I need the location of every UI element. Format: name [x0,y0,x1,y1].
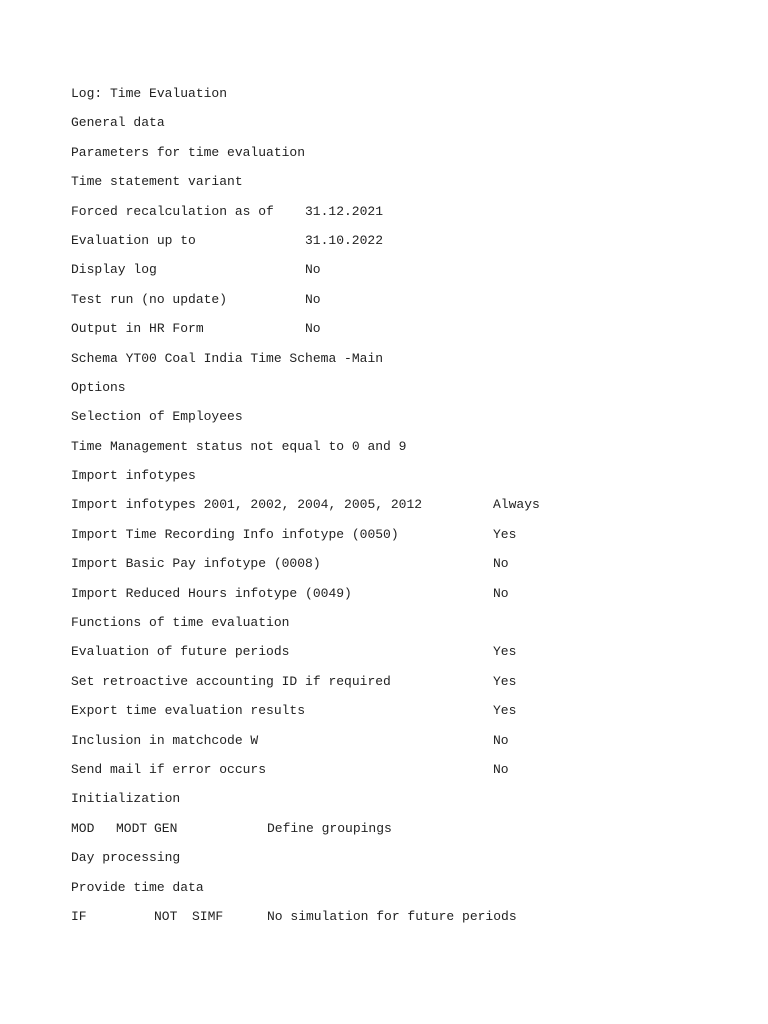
import-value: Yes [493,526,517,542]
import-row [71,556,751,585]
general-data-line [71,115,751,144]
param-value: No [305,321,321,337]
param-value: 31.12.2021 [305,203,384,219]
tm-status-line [71,439,751,468]
param-value: No [305,262,321,278]
import-row [71,586,751,615]
param-label: Forced recalculation as of [71,203,274,219]
function-row [71,733,751,762]
if-param1: NOT [154,908,178,924]
if-row [71,909,751,938]
provide-time-data-line [71,880,751,909]
import-row [71,527,751,556]
schema-text: Schema YT00 Coal India Time Schema -Main [71,350,384,366]
import-value: No [493,556,509,572]
param-label: Evaluation up to [71,232,196,248]
param-row [71,292,751,321]
param-value: 31.10.2022 [305,232,384,248]
param-label: Test run (no update) [71,291,228,307]
initialization-line [71,791,751,820]
import-label: Import Basic Pay infotype (0008) [71,556,321,572]
options-line [71,380,751,409]
param-row [71,262,751,291]
param-row [71,321,751,350]
parameters-heading: Parameters for time evaluation [71,144,306,160]
mod-param2: GEN [154,820,178,836]
time-evaluation-log [71,86,751,938]
function-row [71,703,751,732]
day-processing-heading: Day processing [71,850,181,866]
import-label: Import infotypes 2001, 2002, 2004, 2005, 2012 [71,497,423,513]
log-title-line [71,86,751,115]
function-row [71,762,751,791]
mod-description: Define groupings [267,820,392,836]
mod-param1: MODT [116,820,148,836]
function-value: Yes [493,644,517,660]
mod-op: MOD [71,820,95,836]
function-row [71,674,751,703]
import-row [71,497,751,526]
if-param2: SIMF [192,908,224,924]
import-infotypes-heading-line [71,468,751,497]
function-label: Send mail if error occurs [71,761,267,777]
function-row [71,644,751,673]
log-title: Log: Time Evaluation [71,86,228,101]
if-op: IF [71,908,87,924]
functions-heading-line [71,615,751,644]
import-label: Import Time Recording Info infotype (0050) [71,526,399,542]
tm-status-text: Time Management status not equal to 0 and 9 [71,438,407,454]
import-value: Always [493,497,540,513]
function-label: Set retroactive accounting ID if required [71,673,391,689]
time-statement-variant-line [71,174,751,203]
parameters-heading-line [71,145,751,174]
provide-time-data-heading: Provide time data [71,879,204,895]
function-value: Yes [493,673,517,689]
schema-line [71,351,751,380]
mod-row [71,821,751,850]
general-data-heading: General data [71,115,165,131]
function-value: Yes [493,703,517,719]
options-heading: Options [71,379,126,395]
function-label: Evaluation of future periods [71,644,290,660]
param-label: Output in HR Form [71,321,204,337]
param-value: No [305,291,321,307]
function-value: No [493,761,509,777]
function-label: Export time evaluation results [71,703,306,719]
param-row [71,233,751,262]
function-label: Inclusion in matchcode W [71,732,259,748]
time-statement-variant-label: Time statement variant [71,174,243,190]
if-description: No simulation for future periods [267,908,517,924]
function-value: No [493,732,509,748]
import-label: Import Reduced Hours infotype (0049) [71,585,352,601]
param-row [71,204,751,233]
import-infotypes-heading: Import infotypes [71,468,196,484]
selection-of-employees-heading: Selection of Employees [71,409,243,425]
import-value: No [493,585,509,601]
functions-heading: Functions of time evaluation [71,615,290,631]
day-processing-line [71,850,751,879]
param-label: Display log [71,262,157,278]
initialization-heading: Initialization [71,791,181,807]
selection-line [71,409,751,438]
